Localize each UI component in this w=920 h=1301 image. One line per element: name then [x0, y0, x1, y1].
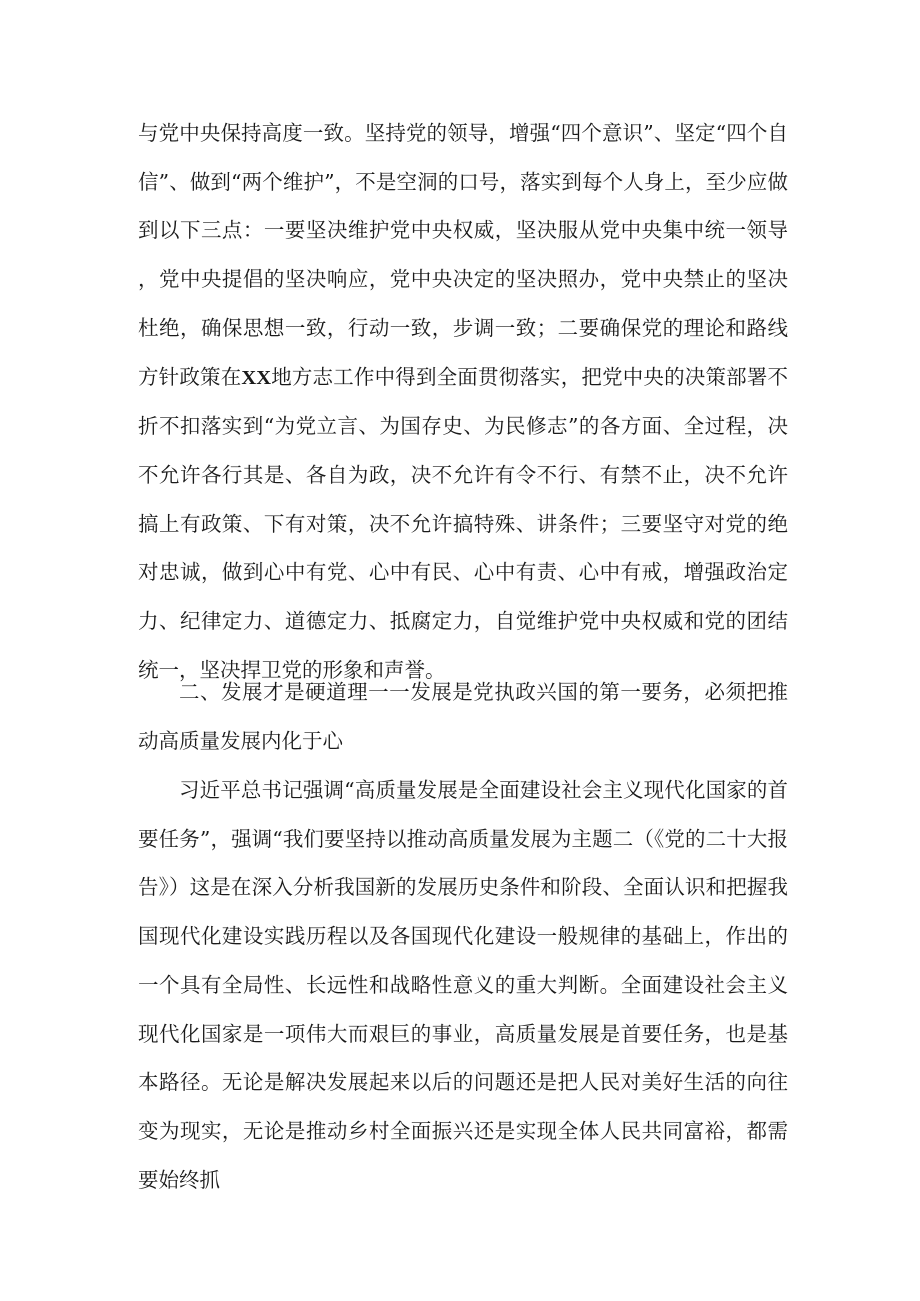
- section-heading-text: 二、发展才是硬道理一一发展是党执政兴国的第一要务，必须把推动高质量发展内化于心: [138, 680, 788, 753]
- paragraph-text-part-1: 与党中央保持高度一致。坚持党的领导，增强“四个意识”、坚定“四个自信”、做到“两个维护”，不是空洞的口号，落实到每个人身上，至少应做到以下三点：一要坚决维护党中央权威，坚决服从党中央集中统一领导，党中央提倡的坚决响应，党中央决定的坚决照办，党中央禁止的坚决杜绝，确保思想一致，行动一致，步调一致；二要确保党的理论和路线方针政策在: [138, 121, 788, 389]
- paragraph-text: [138, 109, 788, 694]
- paragraph-text: 习近平总书记强调“高质量发展是全面建设社会主义现代化国家的首要任务”，强调“我们要坚持以推动高质量发展为主题二（《党的二十大报告》）这是在深入分析我国新的发展历史条件和阶段、全面认识和把握我国现代化建设实践历程以及各国现代化建设一般规律的基础上，作出的一个具有全局性、长远性和战略性意义的重大判断。全面建设社会主义现代化国家是一项伟大而艰巨的事业，高质量发展是首要任务，也是基本路径。无论是解决发展起来以后的问题还是把人民对美好生活的向往变为现实，无论是推动乡村全面振兴还是实现全体人民共同富裕，都需要始终抓: [138, 778, 788, 1192]
- body-paragraph-continuation: [138, 109, 788, 694]
- body-paragraph-section-two: [138, 766, 788, 1204]
- paragraph-text-part-2: 地方志工作中得到全面贯彻落实，把党中央的决策部署不折不扣落实到“为党立言、为国存史、为民修志”的各方面、全过程，决不允许各行其是、各自为政，决不允许有令不行、有禁不止，决不允许搞上有政策、下有对策，决不允许搞特殊、讲条件；三要坚守对党的绝对忠诚，做到心中有党、心中有民、心中有责、心中有戒，增强政治定力、纪律定力、道德定力、抵腐定力，自觉维护党中央权威和党的团结统一，坚决捍卫党的形象和声誉。: [138, 364, 789, 682]
- bold-placeholder-xx: XX: [241, 366, 272, 389]
- section-heading-two: [138, 668, 788, 765]
